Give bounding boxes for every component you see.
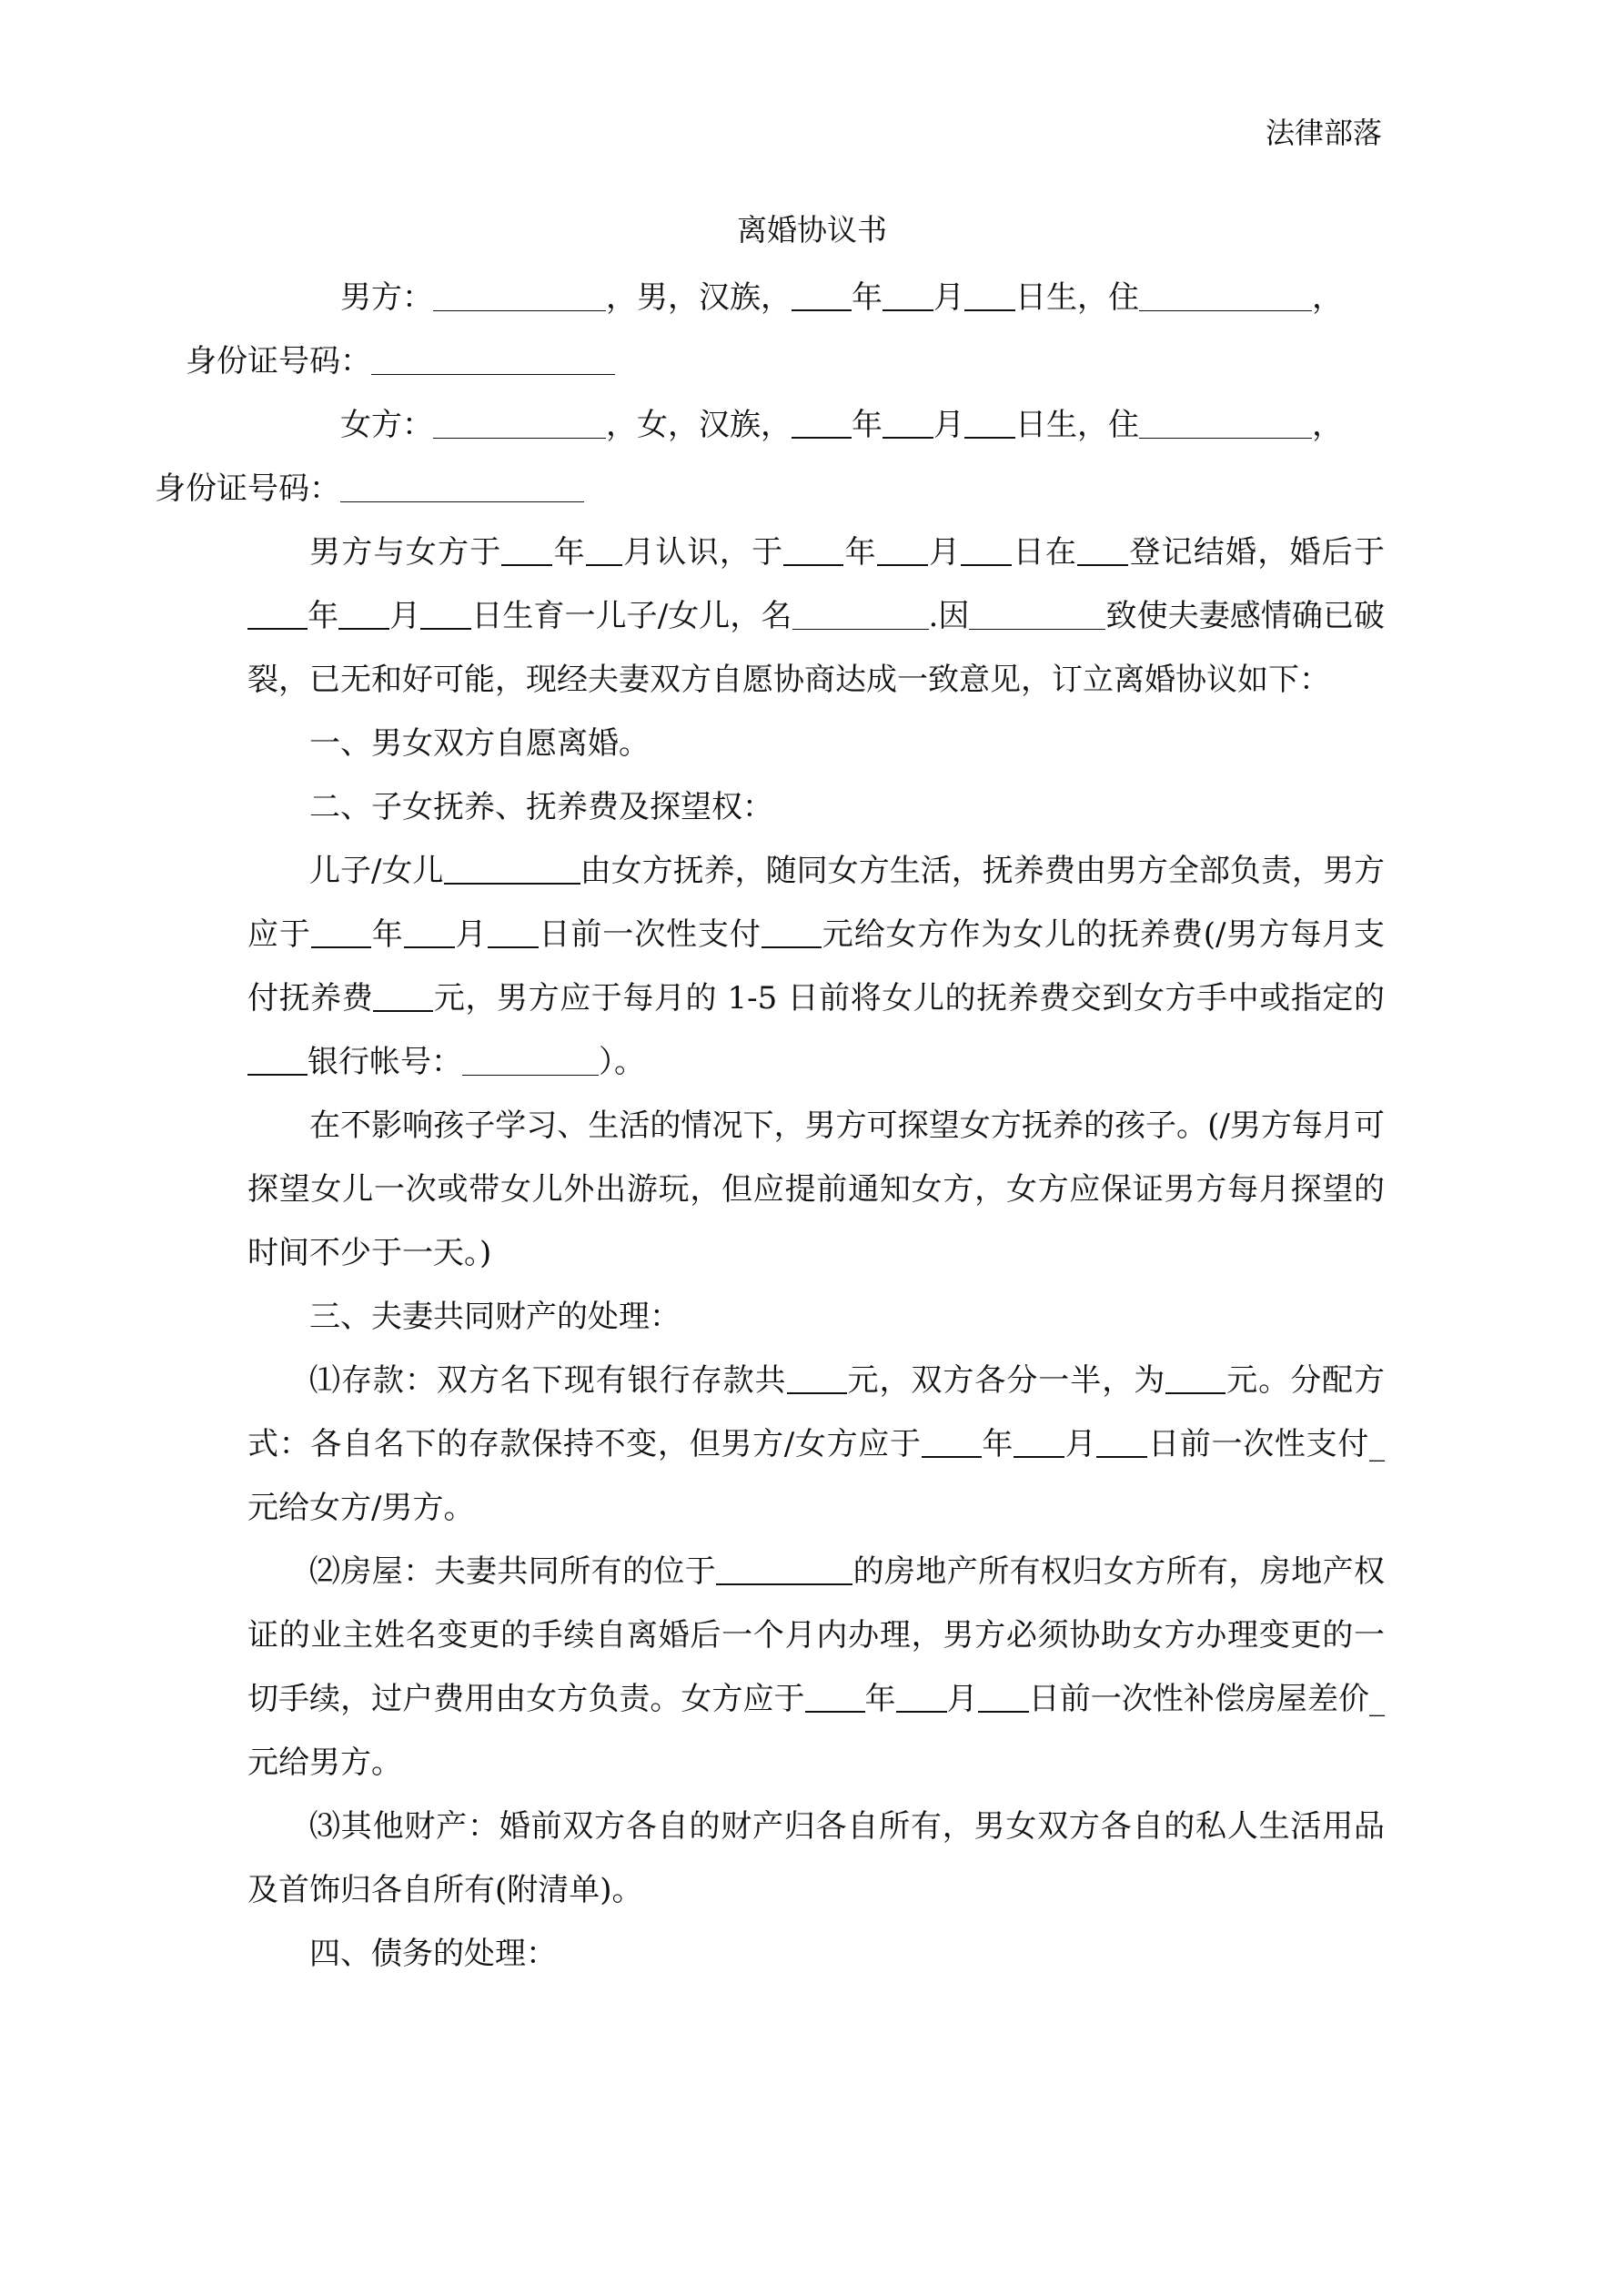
- clause-4-heading: 四、债务的处理：: [309, 1936, 557, 1972]
- deposit-pay-day-blank: [1096, 1429, 1147, 1458]
- male-id-label: 身份证号码：: [186, 343, 371, 379]
- party-male-paragraph: 男方： ，男，汉族， 年 月 日生，住 ， 身份证号码：: [186, 279, 1343, 379]
- support-monthly-amount-blank: [373, 983, 433, 1012]
- deposit-pay-month-blank: [1014, 1429, 1064, 1458]
- male-birth-day-blank: [964, 282, 1015, 311]
- support-lump-sum-blank: [762, 919, 822, 948]
- clause-2-custody-paragraph: 儿子/女儿 由女方抚养，随同女方生活，抚养费由男方全部负责，男方应于 年 月 日前一次性支付 元给女方作为女儿的抚养费(/男方每月支付抚养费 元，男方应于每月的 1-5 日前将女儿的抚养费交到女方手中或指定的银行帐号： ）。: [247, 853, 1386, 1080]
- marriage-place-blank: [1077, 537, 1128, 566]
- bank-account-blank: [462, 1047, 599, 1076]
- clause-3-other-paragraph: ⑶其他财产：婚前双方各自的财产归各自所有，男女双方各自的私人生活用品及首饰归各自所有(附清单)。: [247, 1808, 1385, 1908]
- child-name-blank: [792, 602, 929, 630]
- marriage-month-blank: [877, 537, 928, 566]
- male-address-blank: [1139, 283, 1312, 311]
- header-brand: 法律部落: [1265, 116, 1382, 150]
- clause-3-deposit-paragraph: ⑴存款：双方名下现有银行存款共 元，双方各分一半，为 元。分配方式：各自名下的存款保持不变，但男方/女方应于 年 月 日前一次性支付_元给女方/男方。: [247, 1362, 1386, 1526]
- female-id-label: 身份证号码：: [155, 470, 340, 507]
- bank-name-blank: [247, 1047, 308, 1076]
- support-pay-year-blank: [311, 919, 371, 948]
- child-birth-year-blank: [247, 601, 308, 630]
- female-address-blank: [1139, 410, 1312, 439]
- male-name-blank: [433, 283, 606, 311]
- divorce-reason-blank: [969, 602, 1105, 630]
- party-male-label: 男方：: [340, 279, 433, 316]
- child-birth-day-blank: [420, 601, 471, 630]
- deposit-pay-year-blank: [922, 1429, 982, 1458]
- clause-1: 一、男女双方自愿离婚。: [309, 725, 650, 762]
- clause-2-heading: 二、子女抚养、抚养费及探望权：: [309, 789, 773, 825]
- female-birth-month-blank: [883, 410, 933, 439]
- support-pay-day-blank: [488, 919, 539, 948]
- house-pay-day-blank: [978, 1684, 1029, 1713]
- document-title: 离婚协议书: [737, 212, 887, 248]
- met-year-blank: [501, 537, 552, 566]
- house-location-blank: [716, 1556, 852, 1585]
- female-name-blank: [433, 410, 606, 439]
- child-birth-month-blank: [338, 601, 389, 630]
- deposit-total-blank: [787, 1365, 847, 1394]
- party-female-label: 女方：: [340, 407, 433, 443]
- female-birth-day-blank: [964, 410, 1015, 439]
- house-pay-year-blank: [805, 1684, 865, 1713]
- male-birth-month-blank: [883, 282, 933, 311]
- child-custody-name-blank: [444, 855, 580, 885]
- male-id-blank: [371, 347, 615, 375]
- met-month-blank: [586, 537, 622, 566]
- document-body: [155, 266, 1386, 1986]
- deposit-half-blank: [1165, 1365, 1226, 1394]
- male-birth-year-blank: [792, 282, 852, 311]
- support-pay-month-blank: [404, 919, 455, 948]
- clause-3-heading: 三、夫妻共同财产的处理：: [309, 1299, 681, 1335]
- female-birth-year-blank: [792, 410, 852, 439]
- party-female-paragraph: 女方： ，女，汉族， 年 月 日生，住 ， 身份证号码：: [155, 407, 1343, 507]
- clause-2-visitation-paragraph: 在不影响孩子学习、生活的情况下，男方可探望女方抚养的孩子。(/男方每月可探望女儿一次或带女儿外出游玩，但应提前通知女方，女方应保证男方每月探望的时间不少于一天。): [247, 1108, 1385, 1271]
- house-pay-month-blank: [896, 1684, 947, 1713]
- female-id-blank: [340, 474, 584, 502]
- intro-paragraph: 男方与女方于 年 月认识，于 年 月 日在 登记结婚，婚后于年 月 日生育一儿子/女儿，名 .因 致使夫妻感情确已破裂，已无和好可能，现经夫妻双方自愿协商达成一致意见，订立离婚协议如下：: [247, 534, 1386, 698]
- clause-3-house-paragraph: ⑵房屋：夫妻共同所有的位于 的房地产所有权归女方所有，房地产权证的业主姓名变更的手续自离婚后一个月内办理，男方必须协助女方办理变更的一切手续，过户费用由女方负责。女方应于 年 月 日前一次性补偿房屋差价_元给男方。: [247, 1553, 1386, 1781]
- marriage-day-blank: [961, 537, 1012, 566]
- marriage-year-blank: [783, 537, 843, 566]
